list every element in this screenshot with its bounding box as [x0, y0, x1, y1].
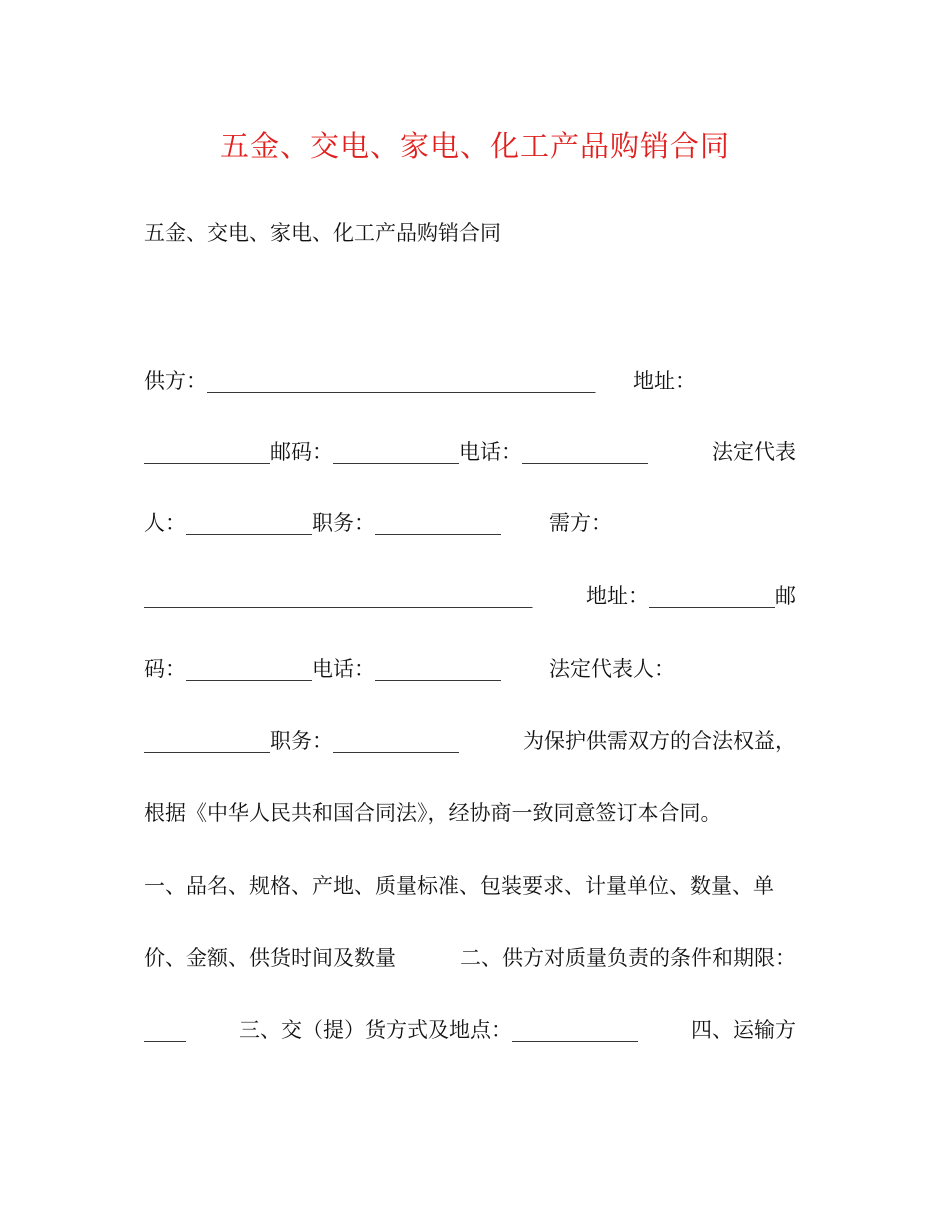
- body-line-6: [144, 724, 796, 758]
- clause-2-text: 二、供方对质量负责的条件和期限：: [460, 946, 796, 970]
- supplier-address-label: 地址：: [633, 369, 696, 393]
- supplier-field: 供方：_____________________________________: [144, 369, 596, 393]
- body-line-5: [144, 652, 675, 686]
- clause-3-text: 三、交（提）货方式及地点：____________: [239, 1018, 638, 1042]
- buyer-legal-rep-label: 法定代表人：: [549, 657, 675, 681]
- clause-2-blank: ____: [144, 1018, 186, 1042]
- document-title: 五金、交电、家电、化工产品购销合同: [219, 129, 730, 163]
- body-line-3: [144, 506, 612, 540]
- supplier-rep-position-field: 人：____________职务：____________: [144, 511, 501, 535]
- buyer-rep-position-field: ____________职务：____________: [144, 729, 459, 753]
- supplier-legal-rep-label: 法定代表: [712, 440, 796, 464]
- body-line-9: [144, 941, 796, 975]
- buyer-zip-phone-field: 码：____________电话：____________: [144, 657, 501, 681]
- supplier-zip-phone-field: ____________邮码：____________电话：____________: [144, 440, 648, 464]
- buyer-address-zip-field: 地址：____________邮: [586, 584, 796, 608]
- body-line-8: [144, 869, 796, 903]
- clause-1-text: 一、品名、规格、产地、质量标准、包装要求、计量单位、数量、单: [144, 874, 774, 898]
- buyer-label: 需方：: [549, 511, 612, 535]
- buyer-field: _____________________________________: [144, 584, 533, 608]
- body-line-2: [144, 435, 796, 469]
- clause-1-continued-text: 价、金额、供货时间及数量: [144, 946, 396, 970]
- legal-basis-text: 根据《中华人民共和国合同法》，经协商一致同意签订本合同。: [144, 801, 722, 825]
- document-subtitle: 五金、交电、家电、化工产品购销合同: [144, 221, 501, 245]
- purpose-text: 为保护供需双方的合法权益，: [523, 729, 796, 753]
- body-line-1: [144, 364, 696, 398]
- body-line-7: [144, 796, 796, 830]
- clause-4-text: 四、运输方: [691, 1018, 796, 1042]
- body-line-10: [144, 1013, 796, 1047]
- body-line-4: [144, 579, 796, 613]
